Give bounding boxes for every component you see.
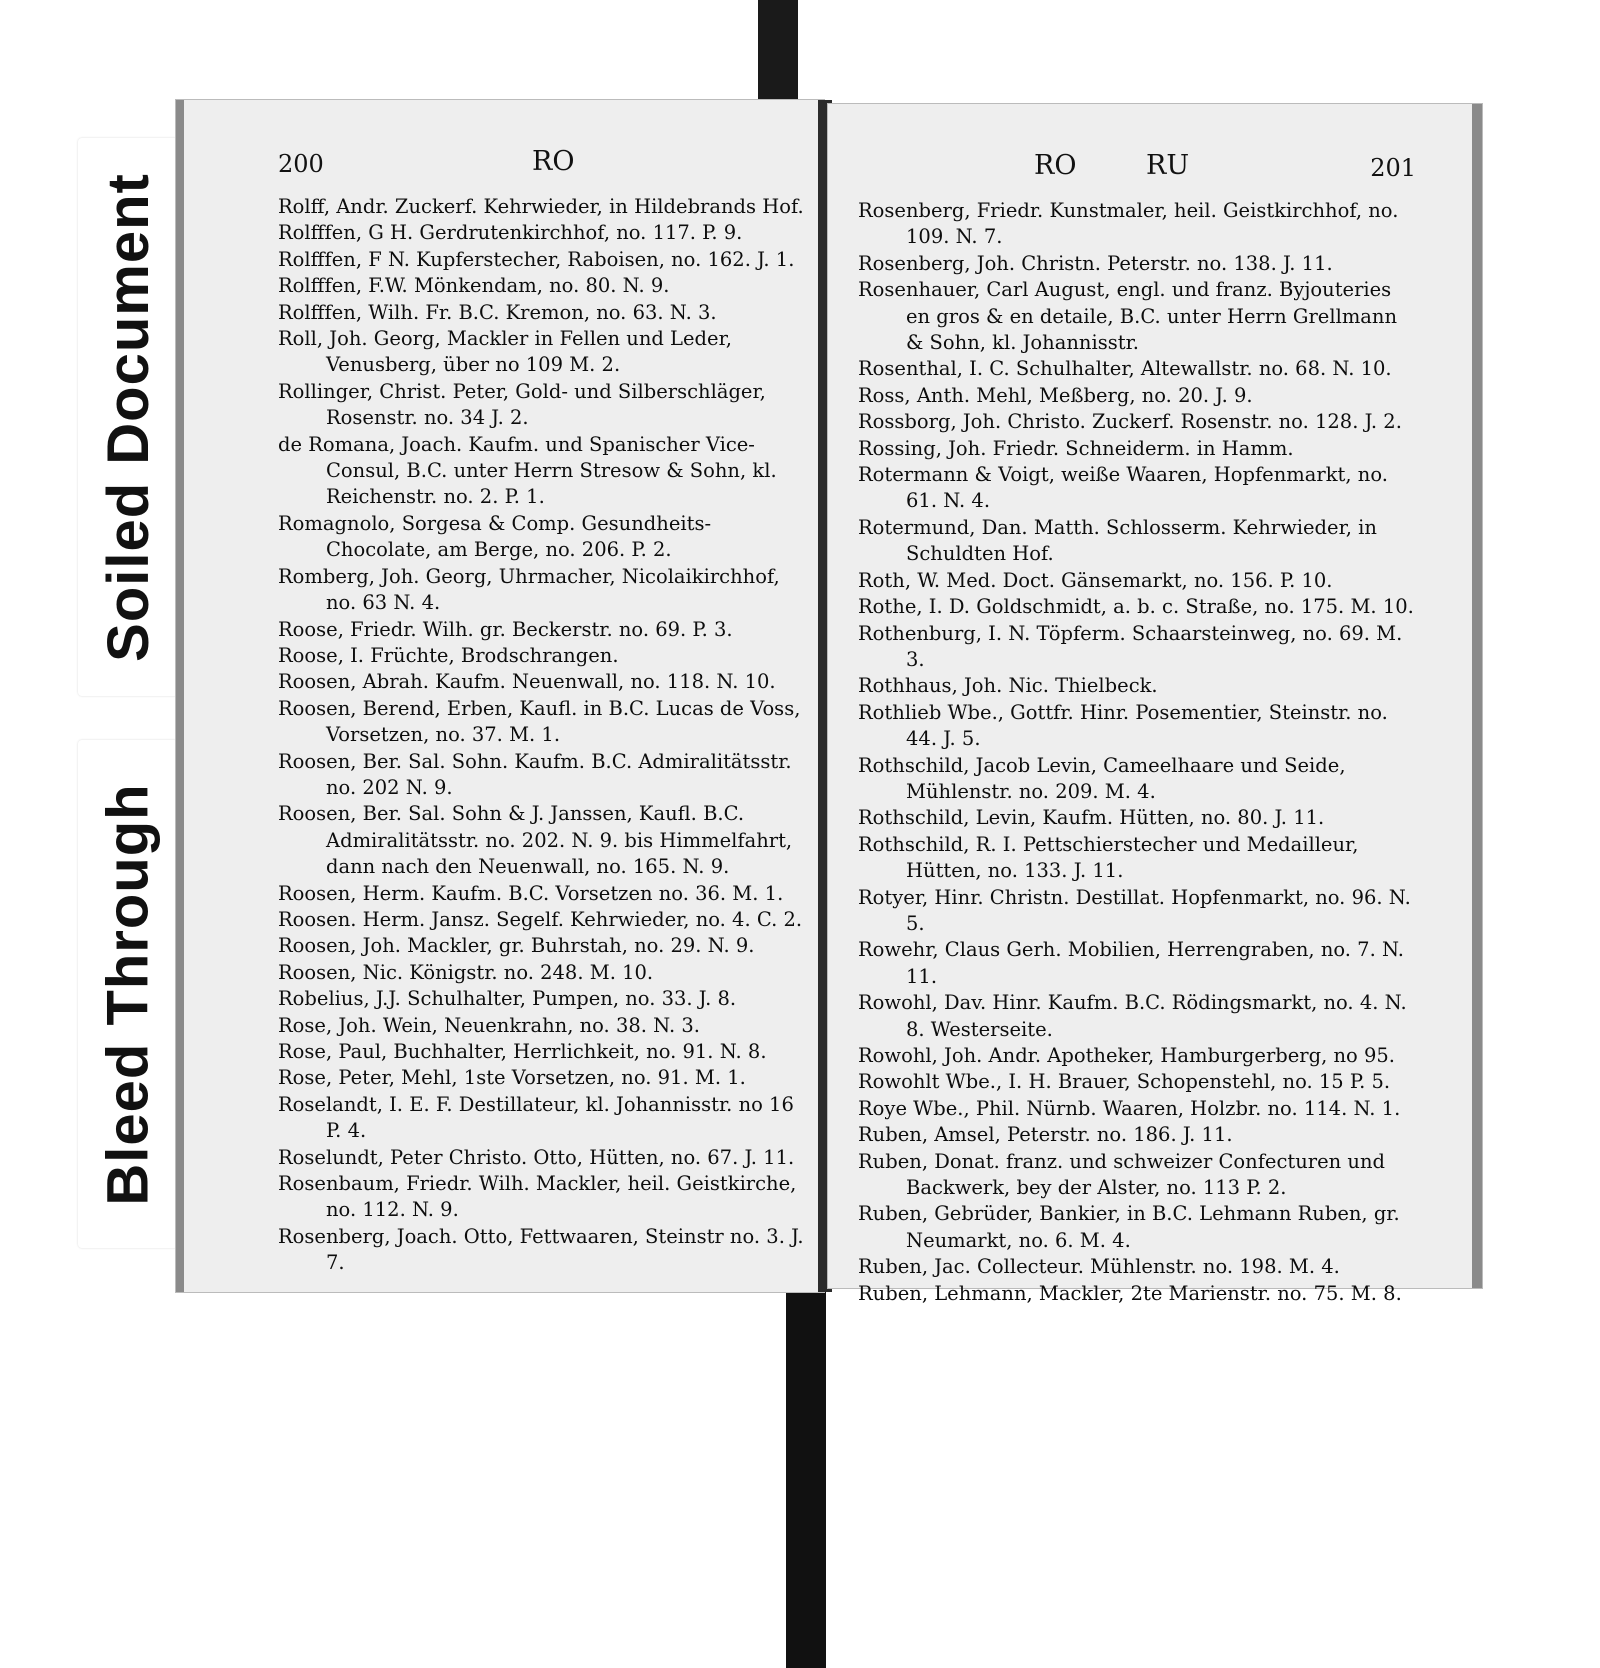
directory-entry: Ruben, Amsel, Peterstr. no. 186. J. 11.	[858, 1123, 1233, 1147]
directory-entry: Rowohl, Dav. Hinr. Kaufm. B.C. Rödingsmarkt, no. 4. N. 8. Westerseite.	[858, 991, 1407, 1041]
directory-entry: Rothhaus, Joh. Nic. Thielbeck.	[858, 674, 1158, 698]
directory-entry: Romagnolo, Sorgesa & Comp. Gesundheits-Chocolate, am Berge, no. 206. P. 2.	[278, 511, 712, 562]
directory-entry: Roosen. Herm. Jansz. Segelf. Kehrwieder, no. 4. C. 2.	[278, 907, 803, 931]
bleed-through-text: Bleed Through	[95, 782, 161, 1206]
right-directory-entries	[858, 198, 1418, 1307]
book-spine-top	[758, 0, 798, 110]
directory-entry: Rosenberg, Friedr. Kunstmaler, heil. Geistkirchhof, no. 109. N. 7.	[858, 199, 1399, 249]
left-page-heading: RO	[532, 146, 575, 177]
directory-entry: Roosen, Nic. Königstr. no. 248. M. 10.	[278, 960, 654, 984]
left-directory-entries	[278, 194, 806, 1277]
left-page-number: 200	[278, 150, 324, 178]
directory-entry: Rose, Peter, Mehl, 1ste Vorsetzen, no. 91. M. 1.	[278, 1066, 746, 1090]
directory-entry: Roosen, Abrah. Kaufm. Neuenwall, no. 118. N. 10.	[278, 670, 776, 694]
directory-entry: Rossborg, Joh. Christo. Zuckerf. Rosenstr. no. 128. J. 2.	[858, 410, 1402, 434]
soiled-document-text: Soiled Document	[95, 172, 161, 662]
directory-entry: Rothenburg, I. N. Töpferm. Schaarsteinweg, no. 69. M. 3.	[858, 621, 1403, 671]
directory-entry: de Romana, Joach. Kaufm. und Spanischer Vice-Consul, B.C. unter Herrn Stresow & Sohn, kl. Reichenstr. no. 2. P. 1.	[278, 432, 777, 509]
directory-entry: Roosen, Berend, Erben, Kaufl. in B.C. Lucas de Voss, Vorsetzen, no. 37. M. 1.	[278, 696, 801, 747]
directory-entry: Rollinger, Christ. Peter, Gold- und Silberschläger, Rosenstr. no. 34 J. 2.	[278, 379, 766, 430]
directory-entry: Ruben, Donat. franz. und schweizer Confecturen und Backwerk, bey der Alster, no. 113 P. 2.	[858, 1149, 1386, 1200]
directory-entry: Rotermund, Dan. Matth. Schlosserm. Kehrwieder, in Schuldten Hof.	[858, 515, 1377, 566]
directory-entry: Robelius, J.J. Schulhalter, Pumpen, no. 33. J. 8.	[278, 987, 737, 1011]
directory-entry: Rosenberg, Joh. Christn. Peterstr. no. 138. J. 11.	[858, 251, 1333, 275]
directory-entry: Roosen, Herm. Kaufm. B.C. Vorsetzen no. 36. M. 1.	[278, 881, 784, 905]
directory-entry: Ruben, Lehmann, Mackler, 2te Marienstr. no. 75. M. 8.	[858, 1281, 1402, 1305]
directory-entry: Ruben, Jac. Collecteur. Mühlenstr. no. 198. M. 4.	[858, 1255, 1340, 1279]
directory-entry: Rose, Joh. Wein, Neuenkrahn, no. 38. N. 3.	[278, 1013, 700, 1037]
directory-entry: Rolfffen, G H. Gerdrutenkirchhof, no. 117. P. 9.	[278, 221, 743, 245]
directory-entry: Rolff, Andr. Zuckerf. Kehrwieder, in Hildebrands Hof.	[278, 195, 804, 218]
directory-entry: Rotyer, Hinr. Christn. Destillat. Hopfenmarkt, no. 96. N. 5.	[858, 885, 1411, 935]
right-page-heading-left: RO	[1034, 150, 1077, 181]
directory-entry: Rosenhauer, Carl August, engl. und franz. Byjouteries en gros & en detaile, B.C. unter Herrn Grellmann & Sohn, kl. Johannisstr.	[858, 278, 1398, 355]
directory-entry: Roye Wbe., Phil. Nürnb. Waaren, Holzbr. no. 114. N. 1.	[858, 1096, 1401, 1120]
left-page	[176, 100, 824, 1292]
directory-entry: Romberg, Joh. Georg, Uhrmacher, Nicolaikirchhof, no. 63 N. 4.	[278, 564, 780, 615]
directory-entry: Rothschild, Jacob Levin, Cameelhaare und Seide, Mühlenstr. no. 209. M. 4.	[858, 753, 1346, 803]
directory-entry: Rowehr, Claus Gerh. Mobilien, Herrengraben, no. 7. N. 11.	[858, 938, 1404, 988]
directory-entry: Roose, Friedr. Wilh. gr. Beckerstr. no. 69. P. 3.	[278, 617, 733, 641]
right-page	[828, 104, 1482, 1305]
directory-entry: Rolfffen, Wilh. Fr. B.C. Kremon, no. 63. N. 3.	[278, 300, 717, 324]
directory-entry: Rothe, I. D. Goldschmidt, a. b. c. Straße, no. 175. M. 10.	[858, 595, 1414, 619]
directory-entry: Roose, I. Früchte, Brodschrangen.	[278, 643, 619, 667]
directory-entry: Rotermann & Voigt, weiße Waaren, Hopfenmarkt, no. 61. N. 4.	[858, 463, 1388, 513]
directory-entry: Rolfffen, F.W. Mönkendam, no. 80. N. 9.	[278, 274, 670, 298]
directory-entry: Rowohlt Wbe., I. H. Brauer, Schopenstehl, no. 15 P. 5.	[858, 1070, 1391, 1094]
directory-entry: Rothschild, Levin, Kaufm. Hütten, no. 80. J. 11.	[858, 806, 1325, 830]
directory-entry: Rolfffen, F N. Kupferstecher, Raboisen, no. 162. J. 1.	[278, 247, 795, 271]
right-page-header	[828, 150, 1472, 186]
directory-entry: Rosenbaum, Friedr. Wilh. Mackler, heil. Geistkirche, no. 112. N. 9.	[278, 1172, 797, 1222]
directory-entry: Roosen, Ber. Sal. Sohn. Kaufm. B.C. Admiralitätsstr. no. 202 N. 9.	[278, 749, 792, 799]
right-page-heading-right: RU	[1146, 150, 1190, 181]
directory-entry: Rothschild, R. I. Pettschierstecher und Medailleur, Hütten, no. 133. J. 11.	[858, 832, 1359, 883]
directory-entry: Rothlieb Wbe., Gottfr. Hinr. Posementier, Steinstr. no. 44. J. 5.	[858, 700, 1388, 751]
directory-entry: Ruben, Gebrüder, Bankier, in B.C. Lehmann Ruben, gr. Neumarkt, no. 6. M. 4.	[858, 1202, 1400, 1252]
directory-entry: Rose, Paul, Buchhalter, Herrlichkeit, no. 91. N. 8.	[278, 1040, 767, 1063]
directory-entry: Roosen, Ber. Sal. Sohn & J. Janssen, Kaufl. B.C. Admiralitätsstr. no. 202. N. 9. bis Himmelfahrt, dann nach den Neuenwall, no. 165. N. 9.	[278, 802, 793, 879]
soiled-document-label	[78, 138, 178, 696]
directory-entry: Rowohl, Joh. Andr. Apotheker, Hamburgerberg, no 95.	[858, 1044, 1395, 1067]
directory-entry: Roth, W. Med. Doct. Gänsemarkt, no. 156. P. 10.	[858, 568, 1333, 592]
left-page-header	[184, 146, 824, 182]
directory-entry: Rossing, Joh. Friedr. Schneiderm. in Hamm.	[858, 436, 1294, 460]
directory-entry: Rosenberg, Joach. Otto, Fettwaaren, Steinstr no. 3. J. 7.	[278, 1224, 804, 1275]
book-spine-bottom	[786, 1290, 826, 1668]
directory-entry: Rosenthal, I. C. Schulhalter, Altewallstr. no. 68. N. 10.	[858, 357, 1392, 381]
directory-entry: Roselandt, I. E. F. Destillateur, kl. Johannisstr. no 16 P. 4.	[278, 1092, 794, 1143]
right-page-number: 201	[1370, 154, 1416, 182]
directory-entry: Ross, Anth. Mehl, Meßberg, no. 20. J. 9.	[858, 383, 1253, 407]
bleed-through-label	[78, 740, 178, 1248]
directory-entry: Roosen, Joh. Mackler, gr. Buhrstah, no. 29. N. 9.	[278, 934, 755, 958]
directory-entry: Roselundt, Peter Christo. Otto, Hütten, no. 67. J. 11.	[278, 1145, 795, 1169]
directory-entry: Roll, Joh. Georg, Mackler in Fellen und Leder, Venusberg, über no 109 M. 2.	[278, 327, 732, 377]
